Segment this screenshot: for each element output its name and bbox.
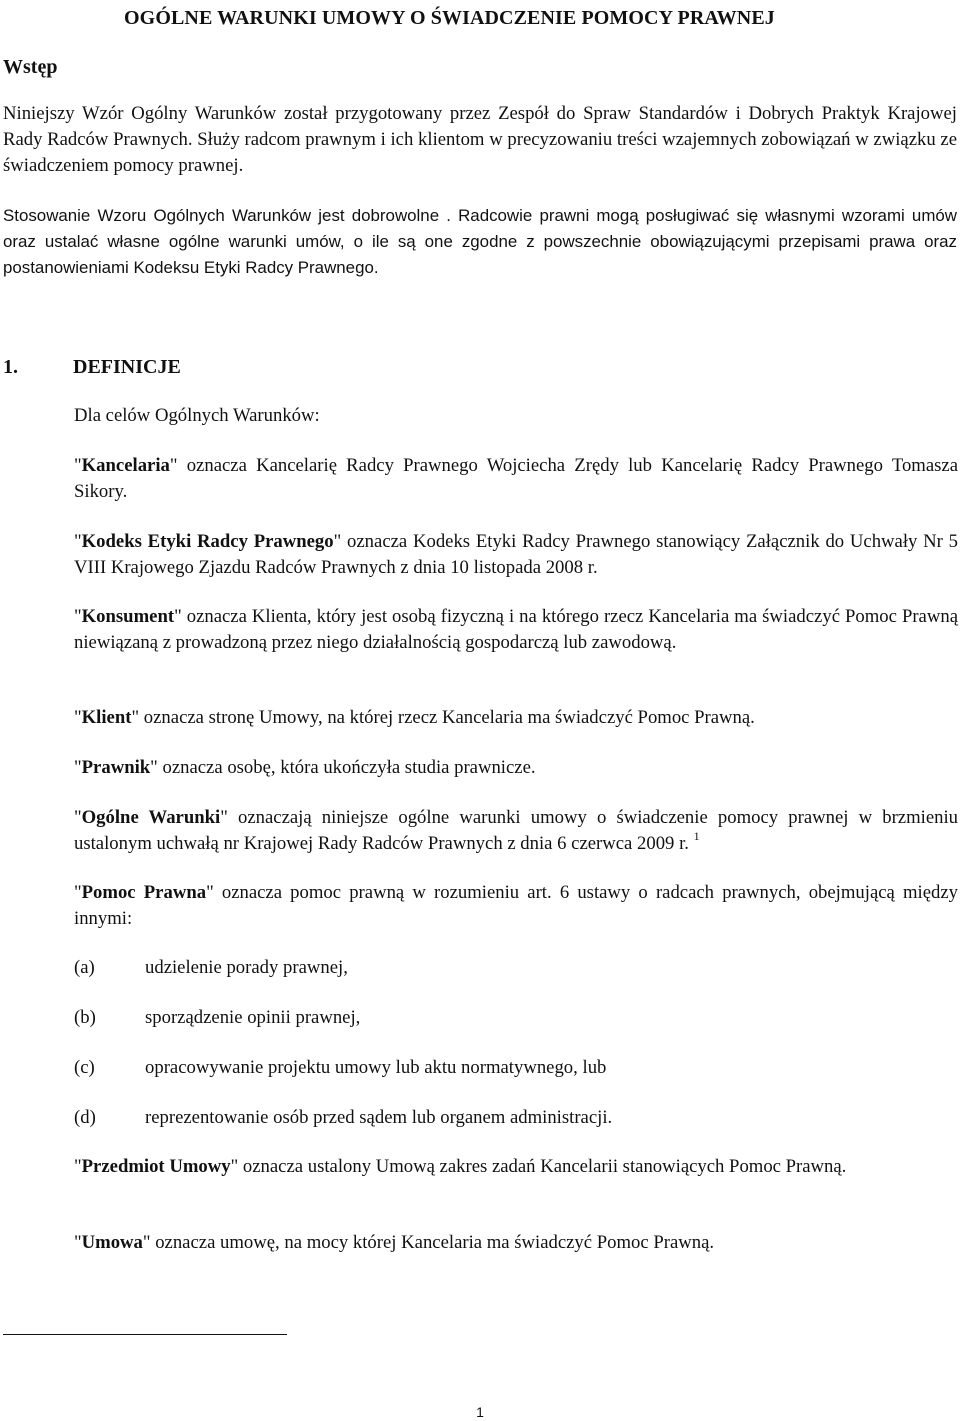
footnote-separator xyxy=(3,1334,287,1335)
list-text: sporządzenie opinii prawnej, xyxy=(145,1007,361,1028)
definition-text: oznacza ustalony Umową zakres zadań Kancelarii stanowiących Pomoc Prawną. xyxy=(238,1156,847,1177)
list-text: udzielenie porady prawnej, xyxy=(145,957,348,978)
definition-item: "Umowa" oznacza umowę, na mocy której Kancelaria ma świadczyć Pomoc Prawną. xyxy=(74,1232,715,1253)
definition-item: "Kodeks Etyki Radcy Prawnego" oznacza Kodeks Etyki Radcy Prawnego stanowiący Załącznik do Uchwały Nr 5 VIII Krajowego Zjazdu Radców Prawnych z dnia 10 listopada 2008 r. xyxy=(74,531,958,578)
definition-text: oznacza pomoc prawną w rozumieniu art. 6 ustawy o radcach prawnych, obejmującą między innymi: xyxy=(74,882,958,929)
section-title: DEFINICJE xyxy=(73,356,181,378)
definition-term: Kodeks Etyki Radcy Prawnego xyxy=(81,531,334,552)
list-item xyxy=(74,955,958,981)
page-number: 1 xyxy=(476,1404,484,1420)
definition-term: Ogólne Warunki xyxy=(81,807,221,828)
list-marker: (a) xyxy=(74,957,95,978)
definition-item: "Ogólne Warunki" oznaczają niniejsze ogólne warunki umowy o świadczenie pomocy prawnej w brzmieniu ustalonym uchwałą nr Krajowej Rady Radców Prawnych z dnia 6 czerwca 2009 r. $^1$ xyxy=(74,807,958,854)
definition-item: "Klient" oznacza stronę Umowy, na której rzecz Kancelaria ma świadczyć Pomoc Prawną. xyxy=(74,707,755,728)
intro-paragraph-1: Niniejszy Wzór Ogólny Warunków został przygotowany przez Zespół do Spraw Standardów i Dobrych Praktyk Krajowej Rady Radców Prawnych. Służy radcom prawnym i ich klientom w precyzowaniu treści wzajemnych zobowiązań w związku ze świadczeniem pomocy prawnej. xyxy=(3,103,957,176)
intro-heading: Wstęp xyxy=(3,56,58,78)
definition-text: oznacza stronę Umowy, na której rzecz Kancelaria ma świadczyć Pomoc Prawną. xyxy=(139,707,755,728)
definition-term: Pomoc Prawna xyxy=(81,882,207,903)
definition-item: "Pomoc Prawna" oznacza pomoc prawną w rozumieniu art. 6 ustawy o radcach prawnych, obejmującą między innymi: xyxy=(74,882,958,929)
list-item xyxy=(74,1005,958,1031)
definitions-lead: Dla celów Ogólnych Warunków: xyxy=(74,405,320,426)
definition-term: Prawnik xyxy=(81,757,151,778)
list-marker: (c) xyxy=(74,1057,95,1078)
definition-term: Przedmiot Umowy xyxy=(81,1156,231,1177)
list-item xyxy=(74,1105,958,1131)
definition-text: oznacza umowę, na mocy której Kancelaria ma świadczyć Pomoc Prawną. xyxy=(150,1232,715,1253)
definition-term: Umowa xyxy=(81,1232,143,1253)
list-marker: (d) xyxy=(74,1107,96,1128)
definition-text: oznacza osobę, która ukończyła studia prawnicze. xyxy=(157,757,536,778)
footnote-reference[interactable]: 1 xyxy=(693,828,700,843)
definition-item: "Kancelaria" oznacza Kancelarię Radcy Prawnego Wojciecha Zrędy lub Kancelarię Radcy Prawnego Tomasza Sikory. xyxy=(74,455,958,502)
document-title: OGÓLNE WARUNKI UMOWY O ŚWIADCZENIE POMOCY PRAWNEJ xyxy=(124,7,775,29)
section-number: 1. xyxy=(3,356,18,378)
intro-paragraph-2: Stosowanie Wzoru Ogólnych Warunków jest dobrowolne . Radcowie prawni mogą posługiwać się własnymi wzorami umów oraz ustalać własne ogólne warunki umów, o ile są one zgodne z powszechnie obowiązującymi przepisami prawa oraz postanowieniami Kodeksu Etyki Radcy Prawnego. xyxy=(3,206,957,277)
list-text: opracowywanie projektu umowy lub aktu normatywnego, lub xyxy=(145,1057,607,1078)
list-item xyxy=(74,1055,958,1081)
definition-text: oznacza Kodeks Etyki Radcy Prawnego stanowiący Załącznik do Uchwały Nr 5 VIII Krajowego Zjazdu Radców Prawnych z dnia 10 listopada 2008 r. xyxy=(74,531,958,578)
definition-term: Konsument xyxy=(81,606,175,627)
definition-item: "Prawnik" oznacza osobę, która ukończyła studia prawnicze. xyxy=(74,757,536,778)
definition-text: oznacza Kancelarię Radcy Prawnego Wojciecha Zrędy lub Kancelarię Radcy Prawnego Tomasza Sikory. xyxy=(74,455,958,502)
list-marker: (b) xyxy=(74,1007,96,1028)
definition-text: oznaczają niniejsze ogólne warunki umowy o świadczenie pomocy prawnej w brzmieniu ustalonym uchwałą nr Krajowej Rady Radców Prawnych z dnia 6 czerwca 2009 r. xyxy=(74,807,958,854)
definition-item: "Konsument" oznacza Klienta, który jest osobą fizyczną i na którego rzecz Kancelaria ma świadczyć Pomoc Prawną niewiązaną z prowadzoną przez niego działalnością gospodarczą lub zawodową. xyxy=(74,606,958,653)
definition-text: oznacza Klienta, który jest osobą fizyczną i na którego rzecz Kancelaria ma świadczyć Pomoc Prawną niewiązaną z prowadzoną przez niego działalnością gospodarczą lub zawodową. xyxy=(74,606,958,653)
definition-term: Kancelaria xyxy=(81,455,170,476)
definition-term: Klient xyxy=(81,707,132,728)
definitions-heading xyxy=(3,354,181,380)
list-text: reprezentowanie osób przed sądem lub organem administracji. xyxy=(145,1107,613,1128)
definition-item: "Przedmiot Umowy" oznacza ustalony Umową zakres zadań Kancelarii stanowiących Pomoc Prawną. xyxy=(74,1156,847,1177)
